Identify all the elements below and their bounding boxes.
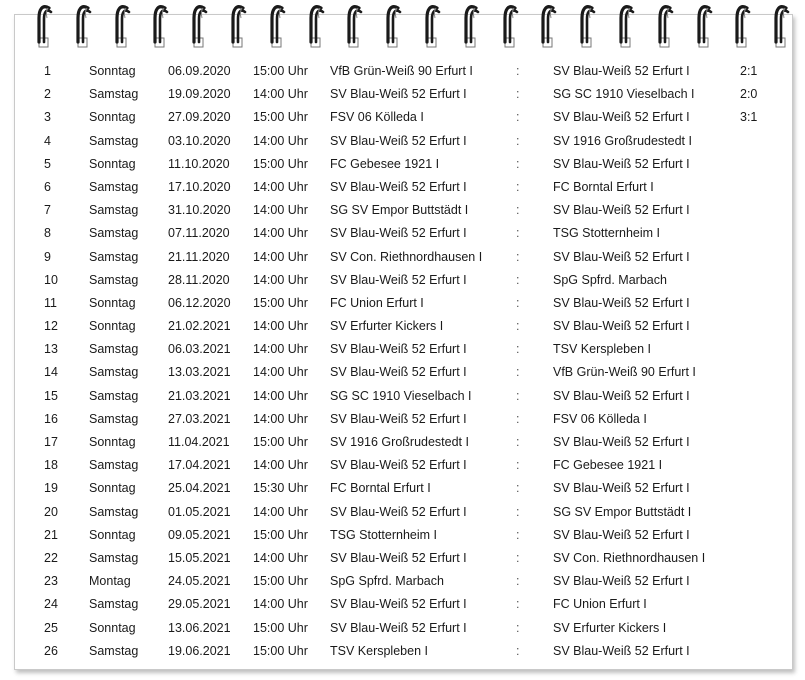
table-row [0,361,805,384]
match-time: 15:00 Uhr [253,574,308,589]
table-row [0,385,805,408]
match-date: 21.03.2021 [168,388,231,403]
match-time: 14:00 Uhr [253,87,308,102]
score-separator: : [516,133,520,148]
match-time: 14:00 Uhr [253,550,308,565]
table-row [0,315,805,338]
binding-ring-icon [734,2,752,50]
home-team: TSG Stotternheim I [330,527,437,542]
score-separator: : [516,87,520,102]
score-separator: : [516,550,520,565]
binding-ring-icon [230,2,248,50]
away-team: SG SV Empor Buttstädt I [553,504,692,519]
binding-ring-icon [75,2,93,50]
score-separator: : [516,574,520,589]
match-date: 19.09.2020 [168,87,231,102]
match-weekday: Sonntag [89,110,136,125]
home-team: SV Blau-Weiß 52 Erfurt I [330,87,467,102]
match-number: 24 [44,597,58,612]
table-row [0,338,805,361]
match-date: 21.11.2020 [168,249,230,264]
binding-ring-icon [152,2,170,50]
match-number: 13 [44,342,58,357]
match-number: 20 [44,504,58,519]
match-weekday: Sonntag [89,620,136,635]
match-schedule [0,60,805,663]
score-separator: : [516,504,520,519]
match-date: 25.04.2021 [168,481,231,496]
match-number: 7 [44,203,51,218]
binding-ring-icon [657,2,675,50]
match-date: 13.03.2021 [168,365,231,380]
match-number: 15 [44,388,58,403]
home-team: SV Blau-Weiß 52 Erfurt I [330,342,467,357]
match-result: 3:1 [740,110,758,125]
home-team: SV Blau-Weiß 52 Erfurt I [330,365,467,380]
match-weekday: Samstag [89,87,139,102]
score-separator: : [516,620,520,635]
table-row [0,60,805,83]
away-team: FSV 06 Kölleda I [553,411,647,426]
match-date: 06.09.2020 [168,64,231,78]
match-time: 14:00 Uhr [253,203,308,218]
score-separator: : [516,527,520,542]
home-team: SV Blau-Weiß 52 Erfurt I [330,504,467,519]
table-row [0,570,805,593]
match-weekday: Montag [89,574,131,589]
match-weekday: Samstag [89,550,139,565]
home-team: SV Blau-Weiß 52 Erfurt I [330,620,467,635]
match-weekday: Samstag [89,179,139,194]
binding-ring-icon [502,2,520,50]
away-team: SV Blau-Weiß 52 Erfurt I [553,156,690,171]
away-team: FC Union Erfurt I [553,597,647,612]
match-date: 21.02.2021 [168,319,231,334]
match-number: 9 [44,249,51,264]
match-time: 14:00 Uhr [253,226,308,241]
match-number: 16 [44,411,58,426]
score-separator: : [516,342,520,357]
table-row [0,269,805,292]
home-team: SV Blau-Weiß 52 Erfurt I [330,226,467,241]
table-row [0,431,805,454]
match-time: 14:00 Uhr [253,249,308,264]
match-weekday: Sonntag [89,295,136,310]
match-time: 14:00 Uhr [253,272,308,287]
match-weekday: Samstag [89,458,139,473]
score-separator: : [516,226,520,241]
home-team: SV Blau-Weiß 52 Erfurt I [330,550,467,565]
away-team: SV Blau-Weiß 52 Erfurt I [553,203,690,218]
match-date: 27.03.2021 [168,411,231,426]
binding-ring-icon [191,2,209,50]
table-row [0,640,805,663]
score-separator: : [516,249,520,264]
match-time: 15:30 Uhr [253,481,308,496]
table-row [0,524,805,547]
home-team: SG SC 1910 Vieselbach I [330,388,472,403]
table-row [0,292,805,315]
match-number: 11 [44,295,57,310]
score-separator: : [516,458,520,473]
away-team: SV Blau-Weiß 52 Erfurt I [553,249,690,264]
match-date: 27.09.2020 [168,110,231,125]
score-separator: : [516,295,520,310]
match-time: 14:00 Uhr [253,388,308,403]
match-date: 17.04.2021 [168,458,231,473]
table-row [0,501,805,524]
binding-ring-icon [579,2,597,50]
match-date: 31.10.2020 [168,203,231,218]
match-time: 14:00 Uhr [253,133,308,148]
match-weekday: Samstag [89,504,139,519]
match-number: 17 [44,435,58,449]
away-team: SV Blau-Weiß 52 Erfurt I [553,527,690,542]
match-weekday: Samstag [89,643,139,658]
binding-ring-icon [696,2,714,50]
match-number: 4 [44,133,51,148]
match-number: 14 [44,365,58,380]
match-number: 12 [44,319,58,334]
match-time: 15:00 Uhr [253,527,308,542]
match-number: 25 [44,620,58,635]
home-team: SG SV Empor Buttstädt I [330,203,469,218]
match-number: 26 [44,643,58,658]
match-date: 07.11.2020 [168,226,230,241]
binding-ring-icon [36,2,54,50]
match-result: 2:1 [740,64,758,78]
score-separator: : [516,179,520,194]
match-weekday: Samstag [89,133,139,148]
binding-ring-icon [618,2,636,50]
home-team: SV Blau-Weiß 52 Erfurt I [330,133,467,148]
table-row [0,176,805,199]
table-row [0,454,805,477]
home-team: SV Blau-Weiß 52 Erfurt I [330,179,467,194]
match-number: 5 [44,156,51,171]
away-team: SpG Spfrd. Marbach [553,272,667,287]
match-result: 2:0 [740,87,758,102]
match-date: 13.06.2021 [168,620,231,635]
away-team: FC Gebesee 1921 I [553,458,663,473]
match-time: 15:00 Uhr [253,64,308,78]
home-team: SV Blau-Weiß 52 Erfurt I [330,411,467,426]
binding-ring-icon [346,2,364,50]
match-date: 01.05.2021 [168,504,231,519]
match-date: 19.06.2021 [168,643,231,658]
away-team: VfB Grün-Weiß 90 Erfurt I [553,365,696,380]
away-team: SV Blau-Weiß 52 Erfurt I [553,481,690,496]
match-date: 29.05.2021 [168,597,231,612]
match-number: 21 [44,527,58,542]
match-time: 15:00 Uhr [253,295,308,310]
match-date: 28.11.2020 [168,272,230,287]
match-weekday: Sonntag [89,319,136,334]
match-weekday: Sonntag [89,156,136,171]
home-team: SV Blau-Weiß 52 Erfurt I [330,458,467,473]
score-separator: : [516,365,520,380]
match-weekday: Sonntag [89,435,136,449]
away-team: SV Blau-Weiß 52 Erfurt I [553,574,690,589]
away-team: TSG Stotternheim I [553,226,660,241]
home-team: SV Blau-Weiß 52 Erfurt I [330,272,467,287]
match-weekday: Sonntag [89,527,136,542]
home-team: TSV Kerspleben I [330,643,428,658]
match-weekday: Samstag [89,388,139,403]
match-time: 15:00 Uhr [253,435,308,449]
match-weekday: Samstag [89,249,139,264]
table-row [0,593,805,616]
match-weekday: Samstag [89,342,139,357]
home-team: SV Erfurter Kickers I [330,319,444,334]
match-date: 06.03.2021 [168,342,231,357]
match-time: 15:00 Uhr [253,620,308,635]
score-separator: : [516,597,520,612]
match-time: 14:00 Uhr [253,319,308,334]
binding-ring-icon [308,2,326,50]
score-separator: : [516,411,520,426]
match-date: 24.05.2021 [168,574,231,589]
home-team: SV Blau-Weiß 52 Erfurt I [330,597,467,612]
away-team: FC Borntal Erfurt I [553,179,654,194]
away-team: SV 1916 Großrudestedt I [553,133,692,148]
match-weekday: Samstag [89,597,139,612]
score-separator: : [516,64,520,78]
binding-ring-icon [773,2,791,50]
match-weekday: Sonntag [89,481,136,496]
binding-ring-icon [540,2,558,50]
match-time: 14:00 Uhr [253,411,308,426]
match-date: 03.10.2020 [168,133,231,148]
away-team: SV Blau-Weiß 52 Erfurt I [553,64,690,78]
table-row [0,130,805,153]
away-team: SV Con. Riethnordhausen I [553,550,706,565]
match-date: 06.12.2020 [168,295,231,310]
score-separator: : [516,272,520,287]
score-separator: : [516,481,520,496]
match-date: 11.10.2020 [168,156,230,171]
binding-ring-icon [385,2,403,50]
match-date: 09.05.2021 [168,527,231,542]
match-number: 2 [44,87,51,102]
away-team: SV Blau-Weiß 52 Erfurt I [553,643,690,658]
score-separator: : [516,643,520,658]
match-weekday: Samstag [89,411,139,426]
table-row [0,408,805,431]
table-row [0,617,805,640]
binding-ring-icon [269,2,287,50]
match-number: 1 [44,64,51,78]
home-team: SV Con. Riethnordhausen I [330,249,483,264]
binding-ring-icon [424,2,442,50]
home-team: SpG Spfrd. Marbach [330,574,444,589]
match-weekday: Samstag [89,272,139,287]
binding-ring-icon [114,2,132,50]
match-number: 19 [44,481,58,496]
score-separator: : [516,156,520,171]
match-date: 11.04.2021 [168,435,230,449]
home-team: VfB Grün-Weiß 90 Erfurt I [330,64,473,78]
home-team: FC Gebesee 1921 I [330,156,440,171]
table-row [0,83,805,106]
home-team: FC Borntal Erfurt I [330,481,431,496]
match-time: 14:00 Uhr [253,597,308,612]
match-time: 14:00 Uhr [253,342,308,357]
away-team: SV Erfurter Kickers I [553,620,667,635]
match-number: 3 [44,110,51,125]
match-date: 15.05.2021 [168,550,231,565]
match-time: 14:00 Uhr [253,504,308,519]
score-separator: : [516,388,520,403]
match-time: 14:00 Uhr [253,179,308,194]
match-weekday: Samstag [89,226,139,241]
away-team: SV Blau-Weiß 52 Erfurt I [553,295,690,310]
match-time: 15:00 Uhr [253,156,308,171]
match-number: 8 [44,226,51,241]
away-team: SV Blau-Weiß 52 Erfurt I [553,388,690,403]
away-team: SV Blau-Weiß 52 Erfurt I [553,435,690,449]
table-row [0,106,805,129]
match-weekday: Samstag [89,365,139,380]
table-row [0,547,805,570]
match-weekday: Sonntag [89,64,136,78]
score-separator: : [516,435,520,449]
binding-ring-icon [463,2,481,50]
table-row [0,477,805,500]
away-team: SG SC 1910 Vieselbach I [553,87,695,102]
match-weekday: Samstag [89,203,139,218]
home-team: SV 1916 Großrudestedt I [330,435,469,449]
away-team: TSV Kerspleben I [553,342,651,357]
match-number: 6 [44,179,51,194]
match-time: 15:00 Uhr [253,110,308,125]
table-row [0,246,805,269]
score-separator: : [516,110,520,125]
score-separator: : [516,203,520,218]
table-row [0,153,805,176]
match-time: 14:00 Uhr [253,458,308,473]
match-date: 17.10.2020 [168,179,231,194]
match-number: 18 [44,458,58,473]
score-separator: : [516,319,520,334]
match-time: 15:00 Uhr [253,643,308,658]
home-team: FC Union Erfurt I [330,295,424,310]
table-row [0,222,805,245]
match-time: 14:00 Uhr [253,365,308,380]
match-number: 10 [44,272,58,287]
home-team: FSV 06 Kölleda I [330,110,424,125]
away-team: SV Blau-Weiß 52 Erfurt I [553,319,690,334]
spiral-binding [0,0,805,56]
match-number: 22 [44,550,58,565]
away-team: SV Blau-Weiß 52 Erfurt I [553,110,690,125]
match-number: 23 [44,574,58,589]
table-row [0,199,805,222]
